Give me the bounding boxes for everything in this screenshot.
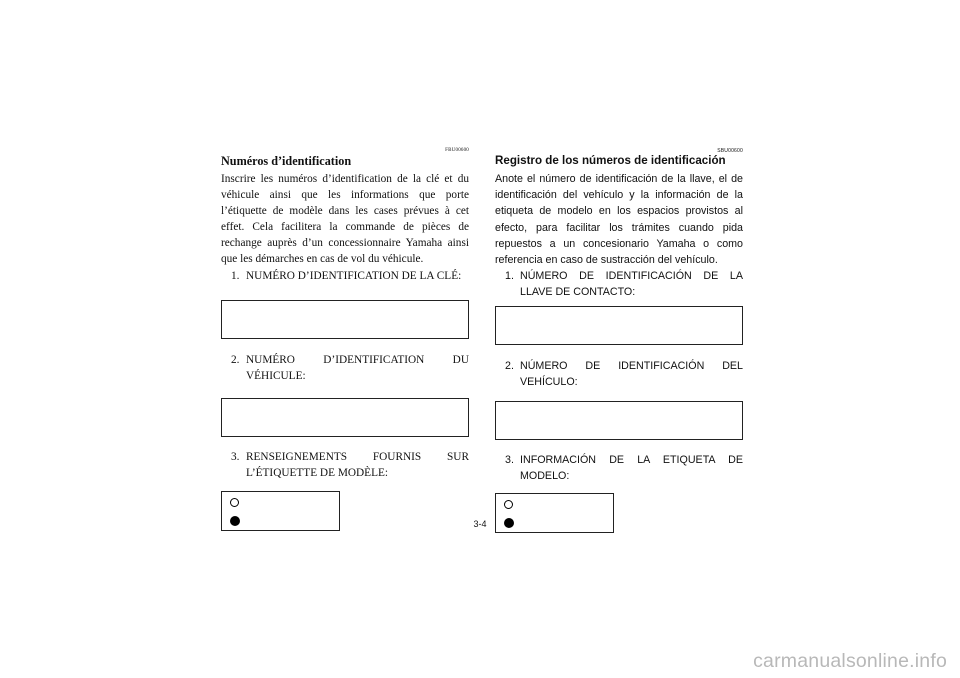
filled-circle-icon bbox=[504, 518, 514, 528]
vehicle-number-box bbox=[221, 398, 469, 437]
spanish-column bbox=[495, 148, 743, 533]
open-circle-icon bbox=[504, 500, 513, 509]
key-number-box bbox=[221, 300, 469, 339]
french-column bbox=[221, 148, 469, 531]
page-number: 3-4 bbox=[473, 519, 487, 529]
item-number: 2. bbox=[505, 360, 514, 373]
section-heading: Registro de los números de identificación bbox=[495, 154, 726, 167]
list-item-key-number bbox=[221, 269, 469, 285]
item-number: 3. bbox=[231, 451, 240, 464]
list-item-vehicle-number bbox=[495, 359, 743, 390]
open-circle-icon bbox=[230, 498, 239, 507]
item-number: 3. bbox=[505, 454, 514, 467]
item-label: NUMÉRO D’IDENTIFICATION DE LA CLÉ: bbox=[246, 269, 462, 282]
item-number: 1. bbox=[505, 270, 514, 283]
item-number: 1. bbox=[231, 269, 240, 282]
watermark: carmanualsonline.info bbox=[753, 650, 947, 672]
item-label: NÚMERO DE IDENTIFICACIÓN DE LA LLAVE DE CONTACTO: bbox=[520, 270, 743, 298]
item-label: NÚMERO DE IDENTIFICACIÓN DEL VEHÍCULO: bbox=[520, 360, 743, 388]
list-item-model-label bbox=[495, 453, 743, 484]
list-item-key-number bbox=[495, 269, 743, 300]
list-item-vehicle-number bbox=[221, 353, 469, 384]
body-paragraph: Anote el número de identificación de la llave, el de identificación del vehículo y la información de la etiqueta de modelo en los espacios provistos al efecto, para facilitar los trámites cuando pida repuestos a un concesionario Yamaha o como referencia en caso de sustracción del vehículo. bbox=[495, 173, 743, 267]
model-label-box bbox=[495, 493, 614, 533]
item-number: 2. bbox=[231, 354, 240, 367]
section-heading: Numéros d’identification bbox=[221, 154, 352, 168]
key-number-box bbox=[495, 306, 743, 345]
model-label-box bbox=[221, 491, 340, 531]
body-paragraph: Inscrire les numéros d’identification de la clé et du véhicule ainsi que les informations que porte l’étiquette de modèle dans les cases prévues à cet effet. Cela facilitera la commande de pièces de rechange auprès d’un concessionnaire Yamaha ainsi que les démarches en cas de vol du véhicule. bbox=[221, 173, 469, 266]
item-label: RENSEIGNEMENTS FOURNIS SUR L’ÉTIQUETTE DE MODÈLE: bbox=[246, 451, 469, 479]
section-code: FBU00600 bbox=[445, 148, 469, 153]
filled-circle-icon bbox=[230, 516, 240, 526]
item-label: NUMÉRO D’IDENTIFICATION DU VÉHICULE: bbox=[246, 354, 469, 382]
vehicle-number-box bbox=[495, 401, 743, 440]
item-label: INFORMACIÓN DE LA ETIQUETA DE MODELO: bbox=[520, 454, 743, 482]
section-code: SBU00600 bbox=[717, 148, 743, 154]
list-item-model-label bbox=[221, 450, 469, 481]
